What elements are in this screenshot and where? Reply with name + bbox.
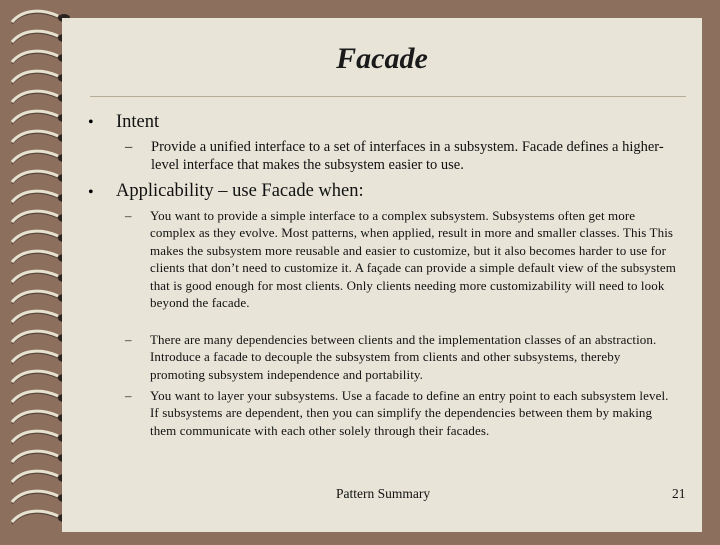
bullet-applicability: Applicability – use Facade when: <box>116 181 364 201</box>
bullet-marker: • <box>88 184 94 201</box>
slide <box>62 18 702 532</box>
applicability-point-1: You want to provide a simple interface to a complex subsystem. Subsystems often get more complex as they evolve. Most patterns, when applied, result in more and smaller classes. This This makes the subsystem more reusable and easier to customize, but it also becomes harder to use for clients that don’t need to customize it. A façade can provide a simple default view of the subsystem that is good enough for most clients. Only clients needing more customizability will need to look beyond the facade. <box>150 208 677 311</box>
applicability-point-3: You want to layer your subsystems. Use a facade to define an entry point to each subsystem level. If subsystems are dependent, then you can simplify the dependencies between them by making them communicate with each other solely through their facades. <box>150 388 669 438</box>
bullet-marker: • <box>88 114 94 131</box>
applicability-point-2: There are many dependencies between clients and the implementation classes of an abstraction. Introduce a facade to decouple the subsystem from clients and other subsystems, thereby promoting subsystem independence and portability. <box>150 332 657 382</box>
sub-bullet-marker: – <box>125 332 132 347</box>
sub-bullet-marker: – <box>125 208 132 223</box>
title-divider <box>90 96 686 97</box>
sub-bullet-marker: – <box>125 388 132 403</box>
sub-bullet-marker: – <box>125 139 133 155</box>
bullet-intent: Intent <box>116 112 160 132</box>
intent-text: Provide a unified interface to a set of interfaces in a subsystem. Facade defines a higher-level interface that makes the subsystem easier to use. <box>151 139 664 173</box>
footer-text: Pattern Summary <box>336 486 431 501</box>
slide-title: Facade <box>336 42 428 75</box>
page-number: 21 <box>672 486 686 501</box>
